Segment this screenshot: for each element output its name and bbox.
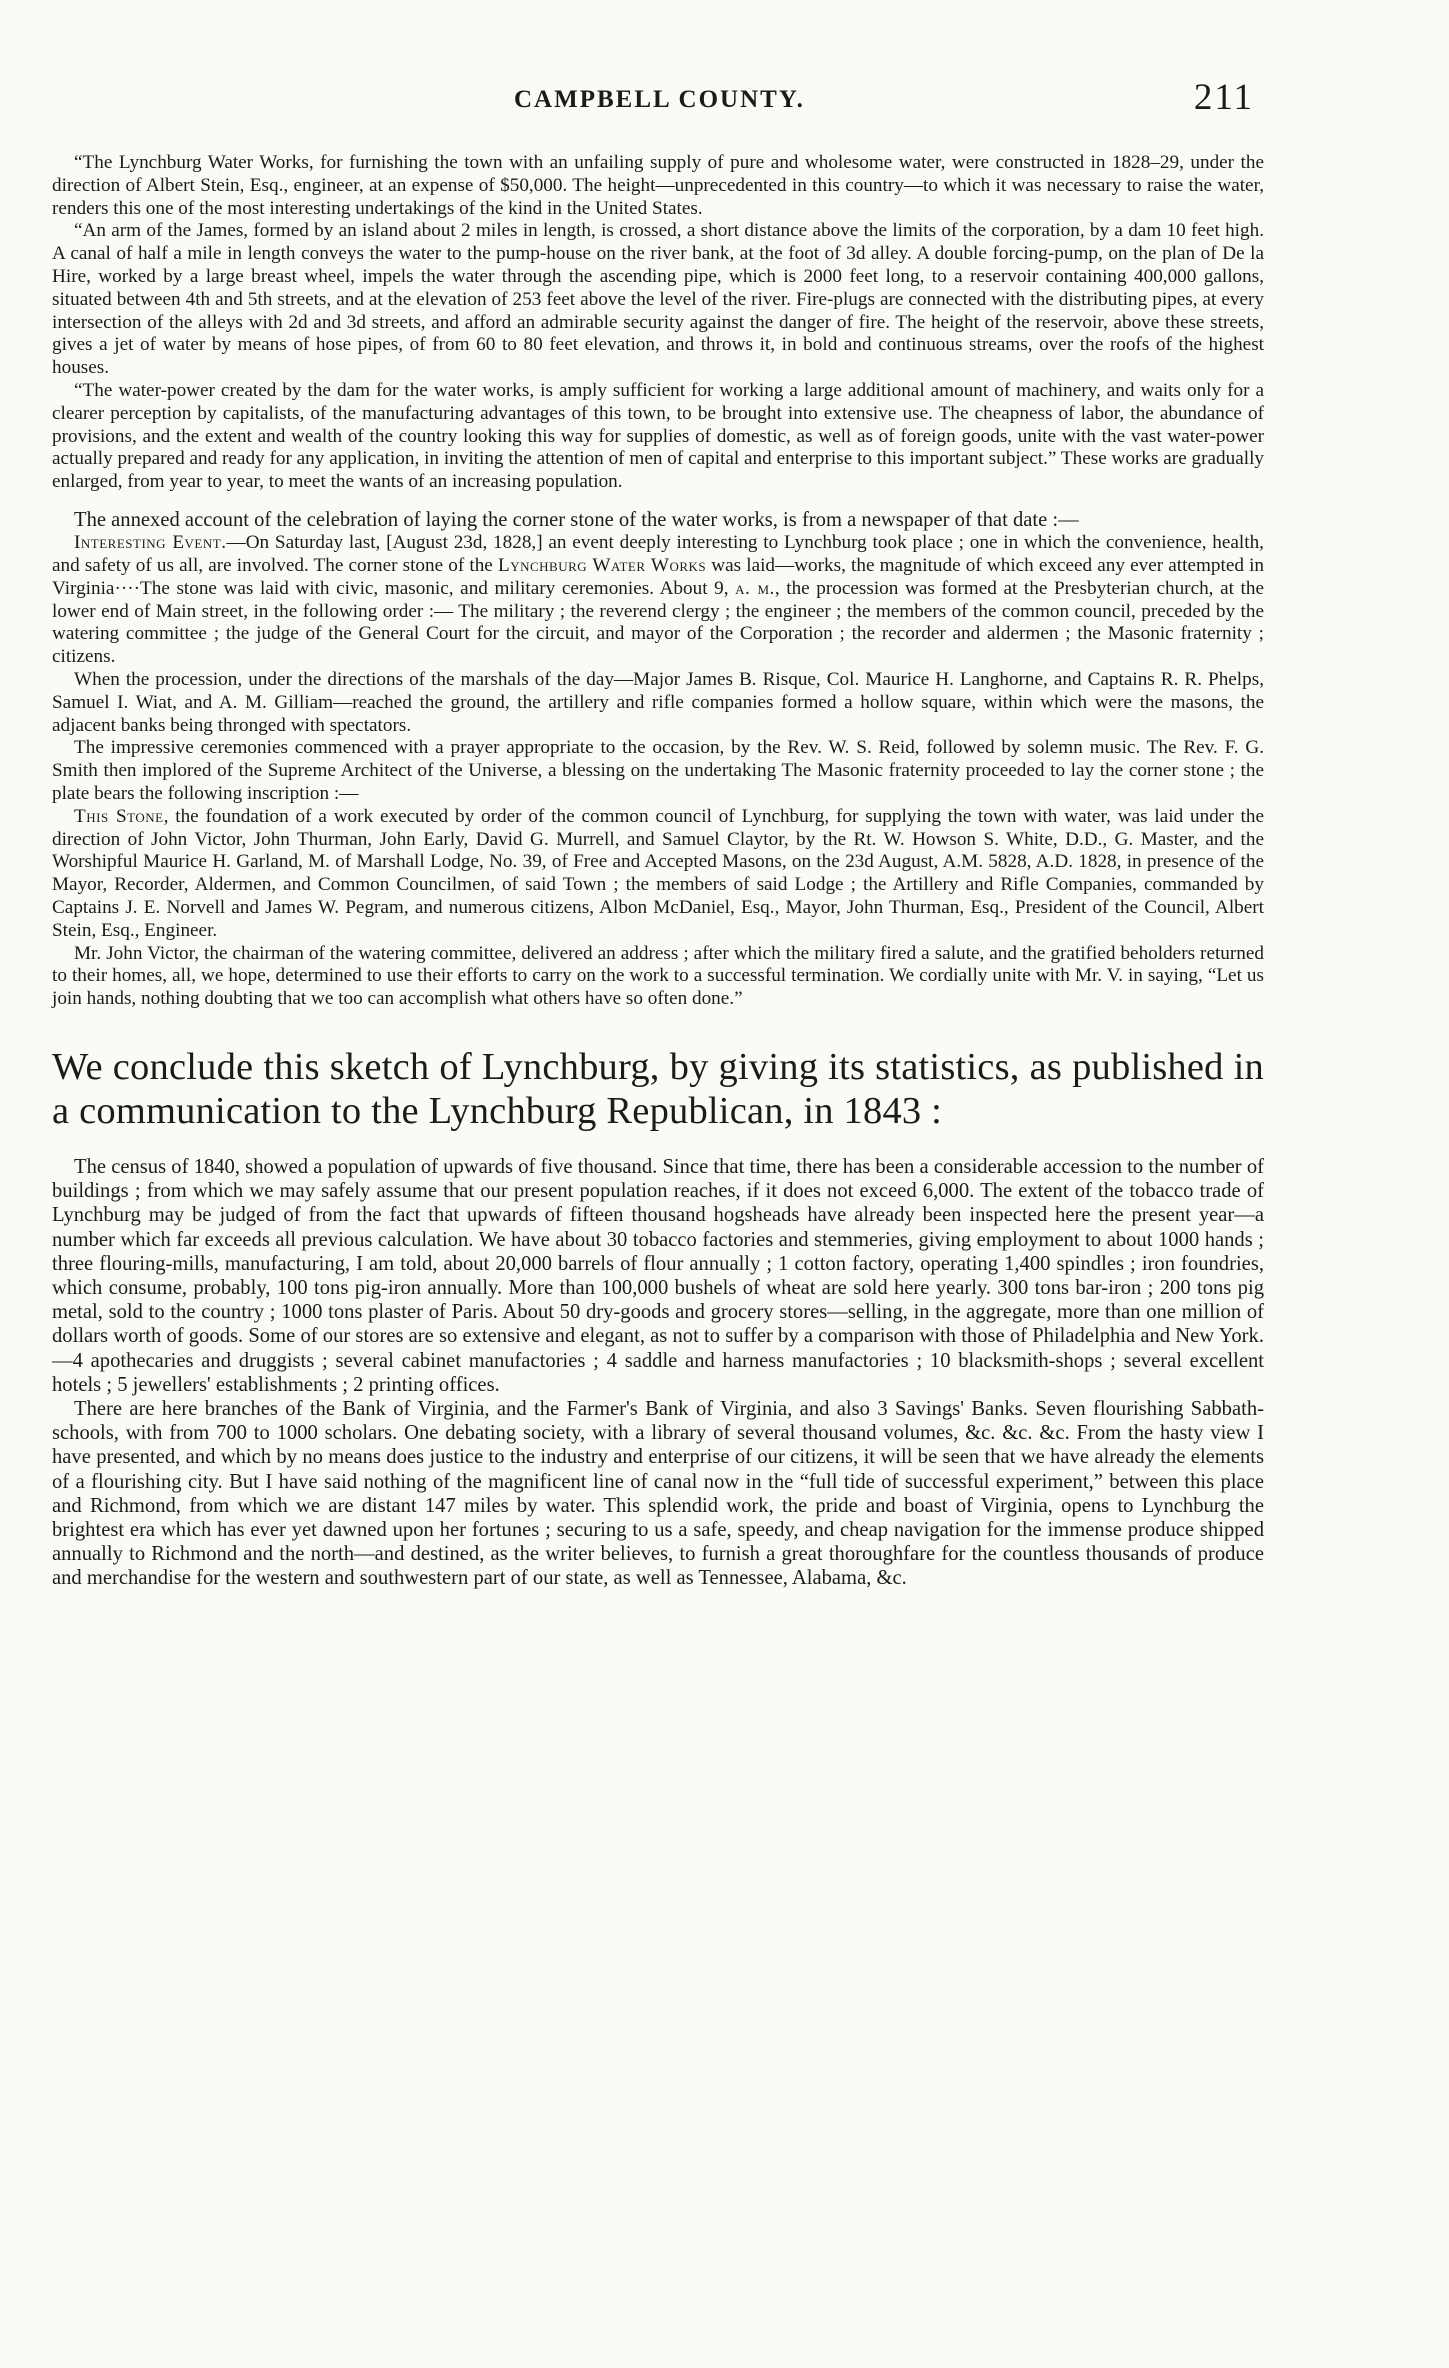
event-lead: Interesting Event.: [74, 532, 227, 554]
corner-stone-account: [52, 532, 1264, 1011]
inscription-lead: This Stone: [74, 805, 164, 827]
event-text-3: , the procession was formed at the Presbyterian church, at the lower end of Main street, in the following order :— The military ; the reverend clergy ; the engineer ; the members of the common council, preceded by the watering committee ; the judge of the General Court for the circuit, and mayor of the Corporation ; the recorder and aldermen ; the Masonic fraternity ; citizens.: [52, 577, 1264, 668]
event-text-2: was laid—works, the magnitude of which exceed any ever attempted in Virginia····The stone was laid with civic, masonic, and military ceremonies. About 9,: [52, 554, 1264, 599]
water-works-paragraph-1: “The Lynchburg Water Works, for furnishing the town with an unfailing supply of pure and wholesome water, were constructed in 1828–29, under the direction of Albert Stein, Esq., engineer, at an expense of $50,000. The height—unprecedented in this country—to which it was necessary to raise the water, renders this one of the most interesting undertakings of the kind in the United States.: [52, 152, 1264, 219]
event-works-name: Lynchburg Water Works: [497, 554, 707, 576]
running-head: CAMPBELL COUNTY.: [514, 86, 805, 113]
event-text-1: —On Saturday last, [August 23d, 1828,] an event deeply interesting to Lynchburg took place ; one in which the convenience, health, and safety of us all, are involved. The corner stone of the: [52, 532, 1264, 576]
statistics-headline: We conclude this sketch of Lynchburg, by giving its statistics, as published in a communication to the Lynchburg Republican, in 1843 :: [52, 1045, 1264, 1132]
event-time: a. m.: [735, 577, 775, 599]
water-works-paragraph-3: “The water-power created by the dam for the water works, is amply sufficient for working a large additional amount of machinery, and waits only for a clearer perception by capitalists, of the manufacturing advantages of this town, to be brought into extensive use. The cheapness of labor, the abundance of provisions, and the extent and wealth of the country looking this way for supplies of domestic, as well as of foreign goods, unite with the vast water-power actually prepared and ready for any application, in inviting the attention of men of capital and enterprise to this important subject.” These works are gradually enlarged, from year to year, to meet the wants of an increasing population.: [52, 379, 1264, 493]
water-works-quote: [52, 152, 1264, 494]
page-header: [52, 0, 1264, 120]
event-paragraph-5: Mr. John Victor, the chairman of the watering committee, delivered an address ; after which the military fired a salute, and the gratified beholders returned to their homes, all, we hope, determined to use their efforts to carry on the work to a successful termination. We cordially unite with Mr. V. in saying, “Let us join hands, nothing doubting that we too can accomplish what others have so often done.”: [52, 942, 1264, 1010]
statistics-paragraph-1: The census of 1840, showed a population of upwards of five thousand. Since that time, there has been a considerable accession to the number of buildings ; from which we may safely assume that our present population reaches, if it does not exceed 6,000. The extent of the tobacco trade of Lynchburg may be judged of from the fact that upwards of fifteen thousand hogsheads have already been inspected here the present year—a number which far exceeds all previous calculation. We have about 30 tobacco factories and stemmeries, giving employment to about 1000 hands ; three flouring-mills, manufacturing, I am told, about 20,000 barrels of flour annually ; 1 cotton factory, operating 1,400 spindles ; iron foundries, which consume, probably, 100 tons pig-iron annually. More than 100,000 bushels of wheat are sold here yearly. 300 tons bar-iron ; 200 tons pig metal, sold to the country ; 1000 tons plaster of Paris. About 50 dry-goods and grocery stores—selling, in the aggregate, more than one million of dollars worth of goods. Some of our stores are so extensive and elegant, as not to suffer by a comparison with those of Philadelphia and New York.—4 apothecaries and druggists ; several cabinet manufactories ; 4 saddle and harness manufactories ; 10 blacksmith-shops ; several excellent hotels ; 5 jewellers' establishments ; 2 printing offices.: [52, 1155, 1264, 1396]
book-page: [52, 0, 1264, 2368]
statistics-paragraph-2: There are here branches of the Bank of Virginia, and the Farmer's Bank of Virginia, and also 3 Savings' Banks. Seven flourishing Sabbath-schools, with from 700 to 1000 scholars. One debating society, with a library of several thousand volumes, &c. &c. &c. From the hasty view I have presented, and which by no means does justice to the industry and enterprise of our citizens, it will be seen that we have already the elements of a flourishing city. But I have said nothing of the magnificent line of canal now in the “full tide of successful experiment,” between this place and Richmond, from which we are distant 147 miles by water. This splendid work, the pride and boast of Virginia, opens to Lynchburg the brightest era which has ever yet dawned upon her fortunes ; securing to us a safe, speedy, and cheap navigation for the immense produce shipped annually to Richmond and the north—and destined, as the writer believes, to furnish a great thoroughfare for the countless thousands of produce and merchandise for the western and southwestern part of our state, as well as Tennessee, Alabama, &c.: [52, 1397, 1264, 1590]
event-paragraph-2: When the procession, under the directions of the marshals of the day—Major James B. Risque, Col. Maurice H. Langhorne, and Captains R. R. Phelps, Samuel I. Wiat, and A. M. Gilliam—reached the ground, the artillery and rifle companies formed a hollow square, within which were the masons, the adjacent banks being thronged with spectators.: [52, 668, 1264, 736]
event-paragraph-1: [52, 532, 1264, 669]
water-works-paragraph-2: “An arm of the James, formed by an island about 2 miles in length, is crossed, a short distance above the limits of the corporation, by a dam 10 feet high. A canal of half a mile in length conveys the water to the pump-house on the river bank, at the foot of 3d alley. A double forcing-pump, on the plan of De la Hire, worked by a large breast wheel, impels the water through the ascending pipe, which is 2000 feet long, to a reservoir containing 400,000 gallons, situated between 4th and 5th streets, and at the elevation of 253 feet above the level of the river. Fire-plugs are connected with the distributing pipes, at every intersection of the alleys with 2d and 3d streets, and afford an admirable security against the danger of fire. The height of the reservoir, above these streets, gives a jet of water by means of hose pipes, of from 60 to 80 feet elevation, and throws it, in bold and continuous streams, over the roofs of the highest houses.: [52, 220, 1264, 379]
page-number: 211: [1193, 77, 1254, 118]
event-paragraph-3: The impressive ceremonies commenced with a prayer appropriate to the occasion, by the Rev. W. S. Reid, followed by solemn music. The Rev. F. G. Smith then implored of the Supreme Architect of the Universe, a blessing on the undertaking The Masonic fraternity proceeded to lay the corner stone ; the plate bears the following inscription :—: [52, 737, 1264, 804]
statistics-section: [52, 1155, 1264, 1591]
inscription-text: , the foundation of a work executed by order of the common council of Lynchburg, for supplying the town with water, was laid under the direction of John Victor, John Thurman, John Early, David G. Murrell, and Samuel Claytor, by the Rt. W. Howson S. White, D.D., G. Master, and the Worshipful Maurice H. Garland, M. of Marshall Lodge, No. 39, of Free and Accepted Masons, on the 23d August, A.M. 5828, A.D. 1828, in presence of the Mayor, Recorder, Aldermen, and Common Councilmen, of said Town ; the members of said Lodge ; the Artillery and Rifle Companies, commanded by Captains J. E. Norvell and James W. Pegram, and numerous citizens, Albon McDaniel, Esq., Mayor, John Thurman, Esq., President of the Council, Albert Stein, Esq., Engineer.: [52, 805, 1264, 941]
annexed-account-paragraph: The annexed account of the celebration of laying the corner stone of the water works, is from a newspaper of that date :—: [74, 508, 1079, 531]
inscription-paragraph: [52, 806, 1264, 943]
